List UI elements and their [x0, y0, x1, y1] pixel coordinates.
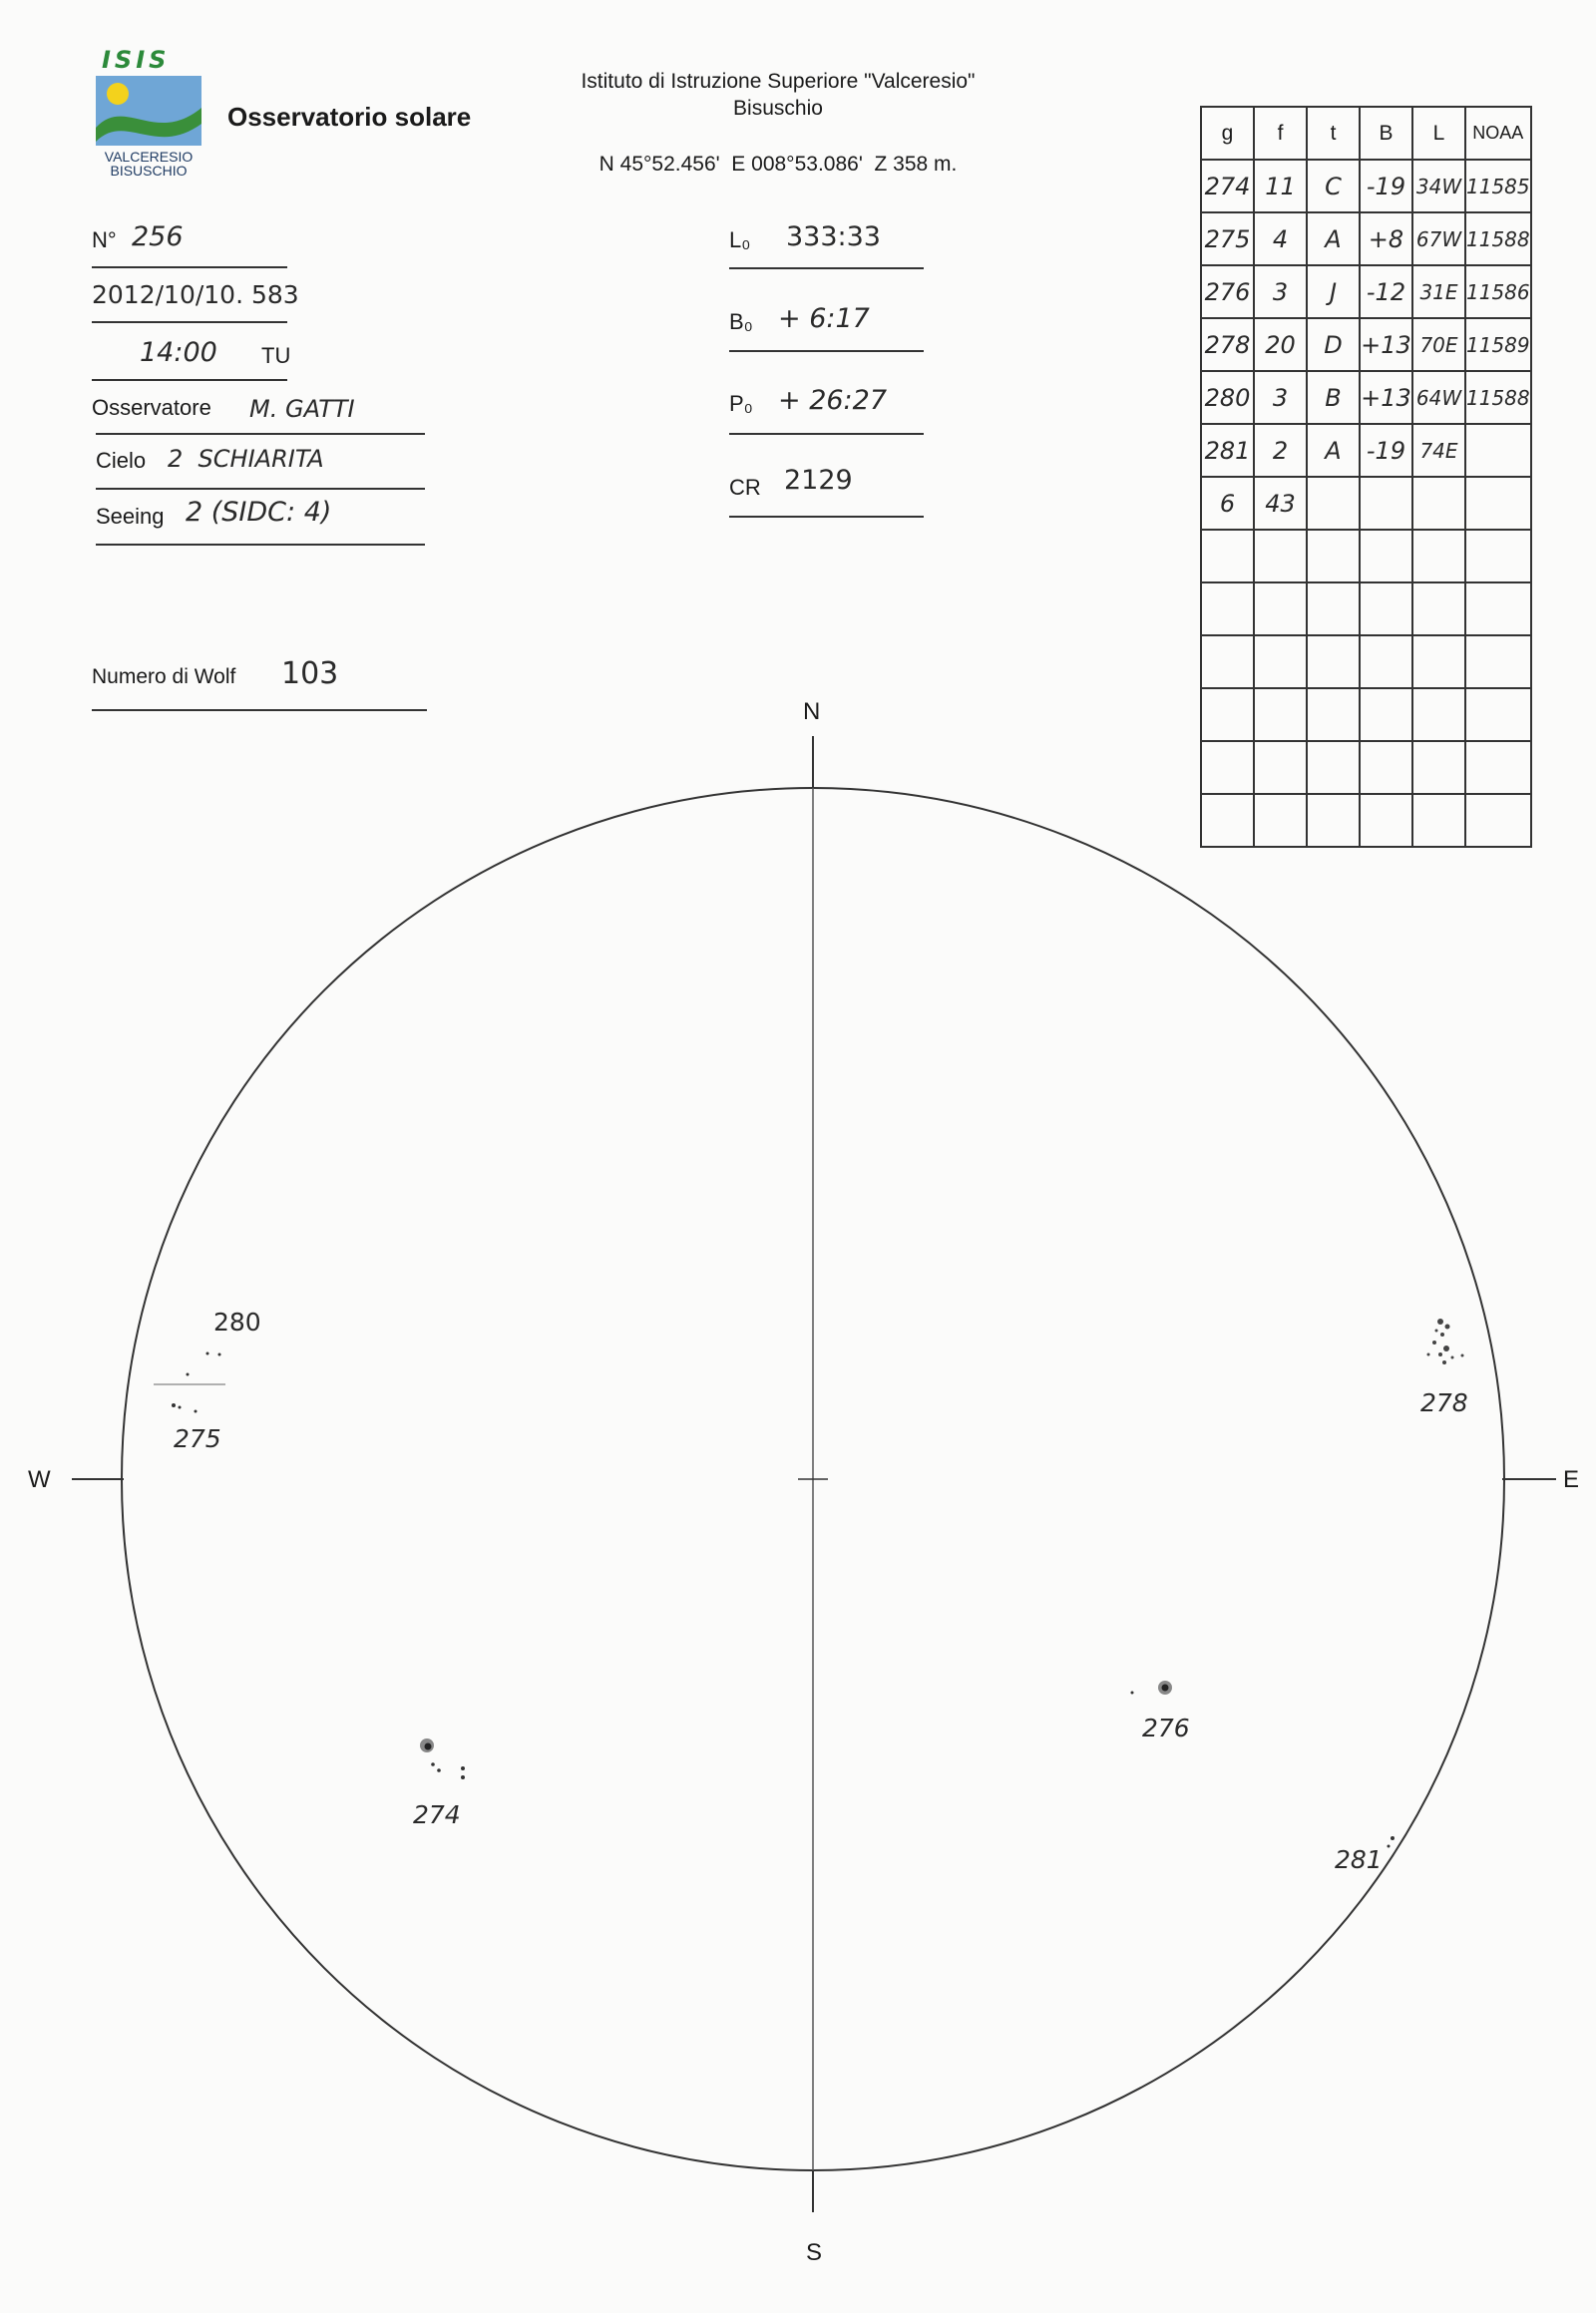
table-cell-t: C — [1307, 160, 1360, 212]
sunspot-group-274 — [420, 1738, 465, 1779]
table-cell-g: 274 — [1201, 160, 1254, 212]
number-label: N° — [92, 227, 117, 252]
table-cell-t: D — [1307, 318, 1360, 371]
west-label: W — [28, 1466, 51, 1493]
cr-label: CR — [729, 475, 761, 500]
table-cell-t: B — [1307, 371, 1360, 424]
table-cell-g: 280 — [1201, 371, 1254, 424]
b0-label: B₀ — [729, 309, 753, 334]
group-label-274: 274 — [413, 1800, 461, 1829]
table-cell-f: 43 — [1254, 477, 1307, 530]
p0-label: P₀ — [729, 391, 753, 416]
header-b: B — [1360, 107, 1412, 160]
group-label-275: 275 — [174, 1424, 221, 1453]
sunspot-group-278 — [1427, 1319, 1464, 1364]
table-cell-g: 275 — [1201, 212, 1254, 265]
table-cell-b: +13 — [1360, 371, 1412, 424]
table-cell-noaa: 11586 — [1465, 265, 1531, 318]
table-cell-t: A — [1307, 424, 1360, 477]
table-cell-noaa: 11585 — [1465, 160, 1531, 212]
logo-isis-text: ISIS — [102, 46, 171, 74]
wolf-value: 103 — [281, 656, 339, 691]
sunspot-group-276 — [1131, 1681, 1173, 1695]
table-cell-b: -19 — [1360, 424, 1412, 477]
table-cell-l: 34W — [1412, 160, 1465, 212]
group-label-276: 276 — [1142, 1714, 1190, 1742]
institute-name: Istituto di Istruzione Superiore "Valceresio" — [581, 70, 976, 93]
table-cell-l: 74E — [1412, 424, 1465, 477]
table-cell-l: 67W — [1412, 212, 1465, 265]
table-cell-l: 70E — [1412, 318, 1465, 371]
table-cell-g: 278 — [1201, 318, 1254, 371]
header-g: g — [1201, 107, 1254, 160]
observatory-title: Osservatorio solare — [227, 102, 472, 132]
time-value: 14:00 — [140, 337, 217, 368]
l0-label: L₀ — [729, 227, 751, 252]
table-cell-l: 31E — [1412, 265, 1465, 318]
date-value: 2012/10/10. 583 — [92, 280, 299, 309]
table-cell-b: +13 — [1360, 318, 1412, 371]
table-cell-f: 2 — [1254, 424, 1307, 477]
sunspot-group-280 — [187, 1352, 221, 1376]
site-coordinates: N 45°52.456' E 008°53.086' Z 358 m. — [598, 153, 958, 176]
table-cell-f: 11 — [1254, 160, 1307, 212]
table-cell-noaa: 11589 — [1465, 318, 1531, 371]
group-label-280: 280 — [213, 1308, 261, 1337]
table-cell-t: J — [1307, 265, 1360, 318]
sky-label: Cielo — [96, 448, 147, 473]
table-cell-f: 20 — [1254, 318, 1307, 371]
table-cell-t: A — [1307, 212, 1360, 265]
sunspot-group-281 — [1388, 1836, 1396, 1848]
table-cell-g: 6 — [1201, 477, 1254, 530]
group-label-281: 281 — [1335, 1845, 1383, 1874]
time-unit: TU — [261, 343, 291, 368]
number-value: 256 — [132, 221, 184, 252]
header-f: f — [1254, 107, 1307, 160]
sunspot-group-275 — [172, 1403, 198, 1413]
table-cell-b: -19 — [1360, 160, 1412, 212]
observer-label: Osservatore — [92, 395, 211, 420]
north-label: N — [803, 698, 821, 725]
group-label-278: 278 — [1420, 1388, 1468, 1417]
b0-value: + 6:17 — [778, 303, 870, 334]
wolf-label: Numero di Wolf — [92, 665, 236, 688]
table-cell-noaa: 11588 — [1465, 212, 1531, 265]
sky-value: 2 SCHIARITA — [168, 445, 324, 473]
seeing-label: Seeing — [96, 504, 165, 529]
table-cell-f: 4 — [1254, 212, 1307, 265]
logo-line1: VALCERESIO — [104, 149, 194, 165]
observer-value: M. GATTI — [249, 395, 355, 423]
table-cell-b: +8 — [1360, 212, 1412, 265]
table-cell-g: 281 — [1201, 424, 1254, 477]
header-noaa: NOAA — [1465, 107, 1531, 160]
header-t: t — [1307, 107, 1360, 160]
table-cell-noaa: 11588 — [1465, 371, 1531, 424]
table-cell-g: 276 — [1201, 265, 1254, 318]
east-label: E — [1563, 1466, 1580, 1493]
table-cell-f: 3 — [1254, 371, 1307, 424]
table-cell-f: 3 — [1254, 265, 1307, 318]
table-cell-b: -12 — [1360, 265, 1412, 318]
south-label: S — [806, 2239, 823, 2266]
table-cell-l: 64W — [1412, 371, 1465, 424]
l0-value: 333:33 — [786, 221, 881, 252]
seeing-value: 2 (SIDC: 4) — [186, 497, 332, 528]
cr-value: 2129 — [784, 465, 853, 496]
header-l: L — [1412, 107, 1465, 160]
p0-value: + 26:27 — [778, 385, 888, 416]
logo-line2: BISUSCHIO — [110, 163, 188, 179]
institute-town: Bisuschio — [733, 97, 823, 120]
